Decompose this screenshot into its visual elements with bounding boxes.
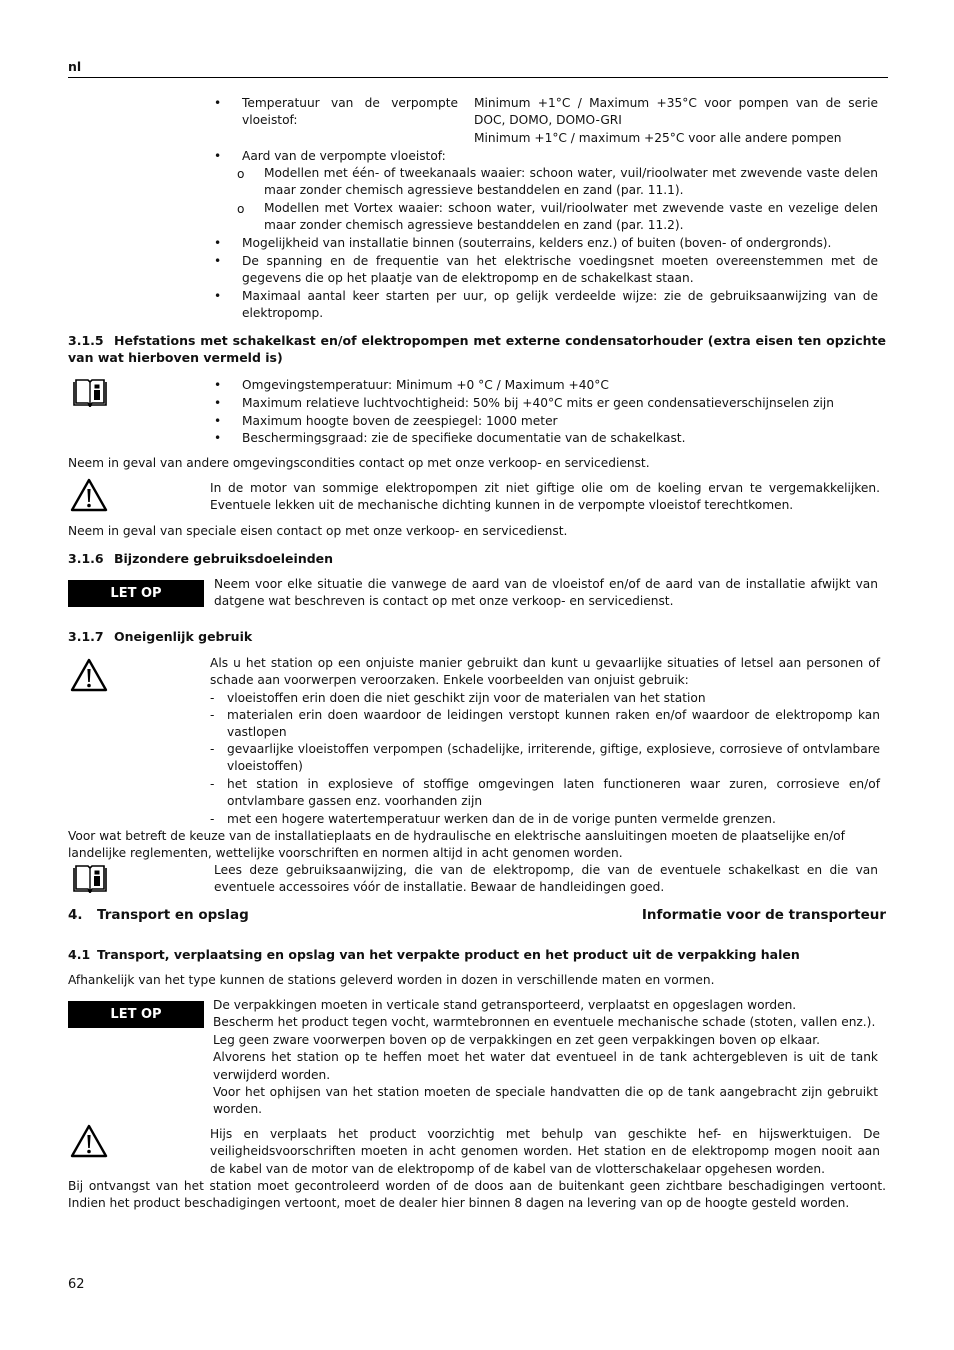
page-number: 62 xyxy=(68,1277,85,1292)
attention-line: De verpakkingen moeten in verticale stand getransporteerd, verplaatst en opgeslagen worden. xyxy=(213,998,797,1012)
section-heading-3-1-5 xyxy=(68,332,886,367)
dash-bullet: - xyxy=(210,691,215,705)
paragraph: Afhankelijk van het type kunnen de stations geleverd worden in dozen in verschillende maten en vormen. xyxy=(68,973,715,987)
bullet-text: Beschermingsgraad: zie de specifieke documentatie van de schakelkast. xyxy=(242,431,686,445)
attention-line: Leg geen zware voorwerpen boven op de verpakkingen en zet geen verpakkingen boven op elkaar. xyxy=(213,1032,821,1047)
attention-line: Bescherm het product tegen vocht, warmtebronnen en eventuele mechanische schade (stoten, vallen enz.). xyxy=(213,1015,876,1030)
chapter-number: 4. xyxy=(68,907,83,923)
chapter-title: Transport en opslag xyxy=(97,907,249,923)
attention-line: Voor het ophijsen van het station moeten de speciale handvatten die op de tank aangebracht zijn gebruikt worden. xyxy=(213,1085,878,1117)
dash-item-text: het station in explosieve of stoffige omgevingen laten functioneren waar zuren, corrosieve en/of ontvlambare gassen enz. voorhanden zijn xyxy=(227,777,880,809)
dash-item-text: vloeistoffen erin doen die niet geschikt zijn voor de materialen van het station xyxy=(227,691,706,705)
dash-item-text: gevaarlijke vloeistoffen verpompen (schadelijke, irriterende, giftige, explosieve, corrosieve of ontvlambare vloeistoffen) xyxy=(227,742,880,774)
sub-item-text: Modellen met Vortex waaier: schoon water, vuil/rioolwater met zwevende vaste en vezelige delen maar zonder chemisch agressieve bestanddelen en zand (par. 11.2). xyxy=(264,201,878,233)
section-number: 4.1 xyxy=(68,947,91,962)
read-manual-text: Lees deze gebruiksaanwijzing, die van de elektropomp, die van de eventuele schakelkast en die van eventuele accessoires vóór de installatie. Bewaar de handleidingen goed. xyxy=(214,863,878,895)
bullet-icon: • xyxy=(214,254,222,268)
dash-bullet: - xyxy=(210,777,215,791)
bullet-icon: • xyxy=(214,289,222,303)
bullet-text: Omgevingstemperatuur: Minimum +0 °C / Maximum +40°C xyxy=(242,378,609,392)
section-title: Hefstations met schakelkast en/of elektropompen met externe condensatorhouder (extra eisen ten opzichte van wat hierboven vermeld is) xyxy=(68,333,886,366)
nature-label: Aard van de verpompte vloeistof: xyxy=(242,149,446,163)
warning-triangle-icon xyxy=(70,658,108,692)
section-title: Transport, verplaatsing en opslag van het verpakte product en het product uit de verpakking halen xyxy=(97,947,800,962)
dash-bullet: - xyxy=(210,708,215,722)
manual-book-icon xyxy=(72,378,108,408)
manual-book-icon xyxy=(72,864,108,894)
voltage-text: De spanning en de frequentie van het elektrische voedingsnet moeten overeenstemmen met de gegevens die op het plaatje van de elektropomp en de schakelkast staan. xyxy=(242,254,878,286)
bullet-icon: • xyxy=(214,236,222,250)
dash-bullet: - xyxy=(210,812,215,826)
dash-item-text: materialen erin doen waardoor de leidingen verstopt kunnen raken en/of waardoor de elektropomp kan vastlopen xyxy=(227,708,880,740)
warning-text: In de motor van sommige elektropompen zit niet giftige olie om de koeling ervan te vergemakkelijken. Eventuele lekken uit de mechanische dichting kunnen in de verpompte vloeistof terechtkomen. xyxy=(210,481,880,513)
starts-text: Maximaal aantal keer starten per uur, op gelijk verdeelde wijze: zie de gebruiksaanwijzing van de elektropomp. xyxy=(242,289,878,321)
sub-item-text: Modellen met één- of tweekanaals waaier: schoon water, vuil/rioolwater met zwevende vaste delen maar zonder chemisch agressieve bestanddelen en zand (par. 11.1). xyxy=(264,166,878,198)
final-paragraph: Bij ontvangst van het station moet gecontroleerd worden of de doos aan de buitenkant geen zichtbare beschadigingen vertoont. Indien het product beschadigingen vertoont, moet de dealer hier binnen 8 dagen na levering van op de hoogte gesteld worden. xyxy=(68,1179,886,1211)
section-number: 3.1.7 xyxy=(68,629,104,644)
paragraph: Neem in geval van andere omgevingscondities contact op met onze verkoop- en servicedienst. xyxy=(68,456,650,470)
attention-label: LET OP xyxy=(68,1001,204,1028)
install-text: Mogelijkheid van installatie binnen (souterrains, kelders enz.) of buiten (boven- of ondergronds). xyxy=(242,236,832,250)
bullet-icon: • xyxy=(214,431,222,445)
bullet-icon: • xyxy=(214,396,222,410)
temp-value-2: Minimum +1°C / maximum +25°C voor alle andere pompen xyxy=(474,130,842,145)
attention-text-block xyxy=(213,997,878,1119)
temp-value-1: Minimum +1°C / Maximum +35°C voor pompen van de serie DOC, DOMO, DOMO-GRI xyxy=(474,96,878,128)
attention-line: Alvorens het station op te heffen moet het water dat eventueel in de tank achtergebleven is uit de tank verwijderd worden. xyxy=(213,1050,878,1082)
bullet-icon: • xyxy=(214,378,222,392)
bullet-icon: • xyxy=(214,149,222,163)
circle-bullet-icon: o xyxy=(237,167,245,181)
temp-label: Temperatuur van de verpompte vloeistof: xyxy=(242,96,458,128)
bullet-text: Maximum relatieve luchtvochtigheid: 50% bij +40°C mits er geen condensatieverschijnselen zijn xyxy=(242,396,834,410)
warning-triangle-icon xyxy=(70,478,108,512)
misuse-intro: Als u het station op een onjuiste manier gebruikt dan kunt u gevaarlijke situaties of letsel aan personen of schade aan voorwerpen veroorzaken. Enkele voorbeelden van onjuist gebruik: xyxy=(210,656,880,688)
paragraph: Neem in geval van speciale eisen contact op met onze verkoop- en servicedienst. xyxy=(68,524,568,538)
temp-value xyxy=(474,95,878,147)
regulations-paragraph: Voor wat betreft de keuze van de installatieplaats en de hydraulische en elektrische aansluitingen moeten de plaatselijke en/of landelijke reglementen, wettelijke voorschriften en normen altijd in acht genomen worden. xyxy=(68,829,845,861)
bullet-icon: • xyxy=(214,414,222,428)
chapter-audience: Informatie voor de transporteur xyxy=(641,907,886,923)
section-number: 3.1.5 xyxy=(68,333,104,348)
bullet-text: Maximum hoogte boven de zeespiegel: 1000 meter xyxy=(242,414,558,428)
attention-label: LET OP xyxy=(68,580,204,607)
language-code: nl xyxy=(68,59,82,74)
warning-triangle-icon xyxy=(70,1124,108,1158)
circle-bullet-icon: o xyxy=(237,202,245,216)
dash-item-text: met een hogere watertemperatuur werken dan de in de vorige punten vermelde grenzen. xyxy=(227,812,776,826)
section-number: 3.1.6 xyxy=(68,551,104,566)
bullet-icon: • xyxy=(214,96,222,110)
section-title: Bijzondere gebruiksdoeleinden xyxy=(114,551,334,566)
header-divider xyxy=(68,77,888,78)
warning-text: Hijs en verplaats het product voorzichtig met behulp van geschikte hef- en hijswerktuigen. De veiligheidsvoorschriften moeten in acht genomen worden. Het station en de elektropomp mogen nooit aan de kabel van de motor van de elektropomp of de kabel van de vlotterschakelaar opgehesen worden. xyxy=(210,1127,880,1176)
dash-bullet: - xyxy=(210,742,215,756)
section-title: Oneigenlijk gebruik xyxy=(114,629,253,644)
attention-text: Neem voor elke situatie die vanwege de aard van de vloeistof en/of de aard van de installatie afwijkt van datgene wat beschreven is contact op met onze verkoop- en servicedienst. xyxy=(214,577,878,609)
